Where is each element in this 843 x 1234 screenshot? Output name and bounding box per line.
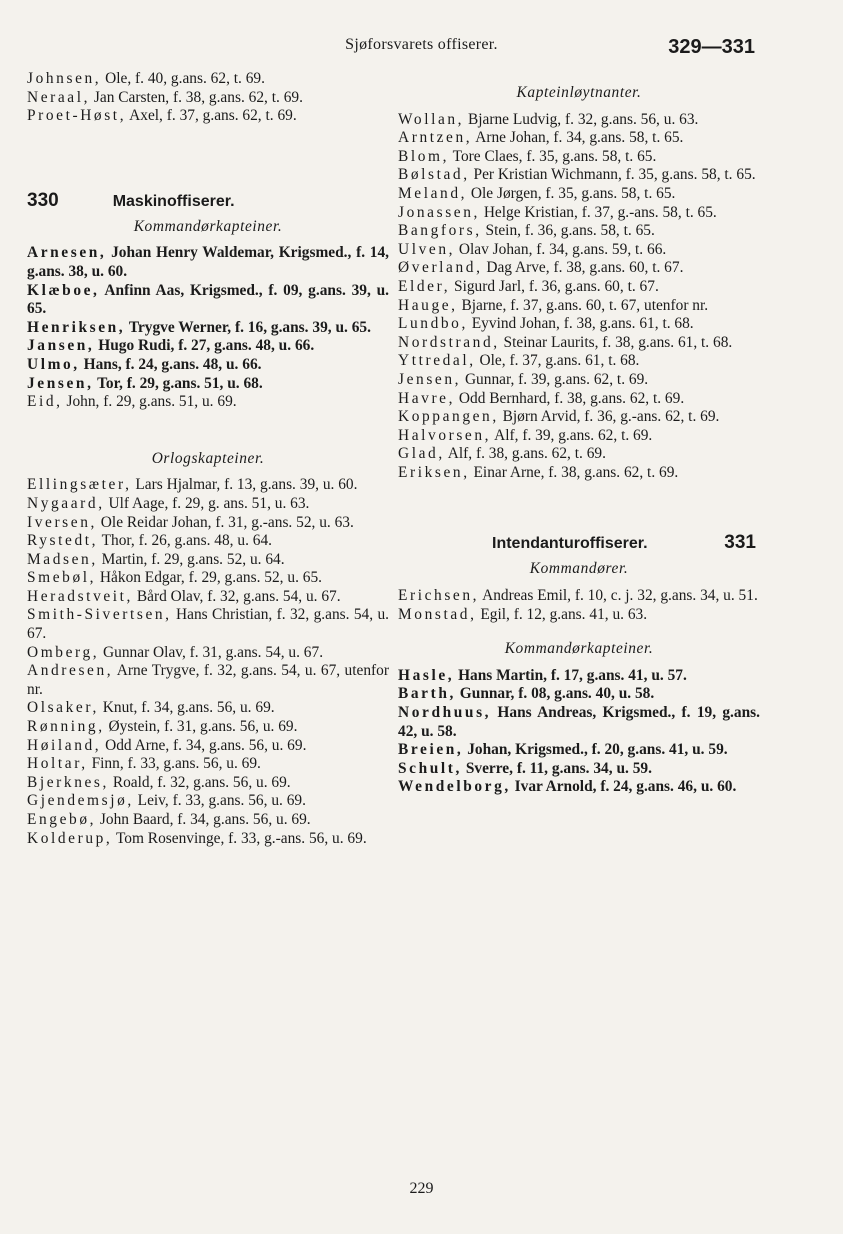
list-item xyxy=(398,352,760,371)
surname: Bangfors, xyxy=(398,222,482,240)
list-item xyxy=(27,89,389,108)
surname: Kolderup, xyxy=(27,829,113,847)
details: Bjarne, f. 37, g.ans. 60, t. 67, utenfor nr. xyxy=(457,296,709,314)
details: Arne Johan, f. 34, g.ans. 58, t. 65. xyxy=(472,129,684,147)
surname: Blom, xyxy=(398,147,450,165)
list-item xyxy=(398,778,760,797)
surname: Andresen, xyxy=(27,662,114,680)
list-item xyxy=(398,606,760,625)
surname: Johnsen, xyxy=(27,70,102,87)
details: Andreas Emil, f. 10, c. j. 32, g.ans. 34, u. 51. xyxy=(479,587,758,605)
surname: Rønning, xyxy=(27,718,105,736)
details: Hugo Rudi, f. 27, g.ans. 48, u. 66. xyxy=(94,337,315,355)
list-item xyxy=(27,319,389,338)
list-item xyxy=(398,241,760,260)
list-item xyxy=(398,166,760,185)
surname: Schult, xyxy=(398,759,462,777)
surname: Erichsen, xyxy=(398,587,480,605)
details: Gunnar, f. 08, g.ans. 40, u. 58. xyxy=(455,685,655,703)
list-item xyxy=(27,244,389,281)
surname: Nygaard, xyxy=(27,494,105,512)
details: Stein, f. 36, g.ans. 58, t. 65. xyxy=(481,222,655,240)
subheading: Kommandørkapteiner. xyxy=(504,640,654,658)
details: Hans Martin, f. 17, g.ans. 41, u. 57. xyxy=(454,666,687,684)
surname: Hauge, xyxy=(398,296,458,314)
list-item xyxy=(27,495,389,514)
list-item xyxy=(27,107,389,126)
surname: Glad, xyxy=(398,445,445,463)
section-heading xyxy=(398,532,760,554)
entry-list xyxy=(398,111,760,483)
list-item xyxy=(398,587,760,606)
entry-list xyxy=(27,70,389,126)
list-item xyxy=(27,699,389,718)
section-title: Intendanturoffiserer. xyxy=(492,535,648,553)
details: Johan Henry Waldemar, Krigsmed., f. 14, g.ans. 38, u. 60. xyxy=(27,244,389,280)
list-item xyxy=(27,662,389,699)
details: Tore Claes, f. 35, g.ans. 58, t. 65. xyxy=(449,147,657,165)
surname: Ulmo, xyxy=(27,355,80,373)
details: Hans, f. 24, g.ans. 48, u. 66. xyxy=(79,355,262,373)
details: Ulf Aage, f. 29, g. ans. 51, u. 63. xyxy=(104,494,310,512)
list-item xyxy=(27,282,389,319)
list-item xyxy=(398,278,760,297)
details: Thor, f. 26, g.ans. 48, u. 64. xyxy=(98,532,273,550)
surname: Jensen, xyxy=(27,374,94,392)
details: Einar Arne, f. 38, g.ans. 62, t. 69. xyxy=(469,463,679,481)
section-number: 331 xyxy=(724,532,756,554)
list-item xyxy=(398,259,760,278)
details: Johan, Krigsmed., f. 20, g.ans. 41, u. 59. xyxy=(463,741,728,759)
section-number: 330 xyxy=(27,189,59,211)
details: Ole, f. 37, g.ans. 61, t. 68. xyxy=(475,352,640,370)
details: Ole Reidar Johan, f. 31, g.-ans. 52, u. 63. xyxy=(96,513,354,531)
details: Gunnar, f. 39, g.ans. 62, t. 69. xyxy=(461,370,649,388)
details: Roald, f. 32, g.ans. 56, u. 69. xyxy=(108,773,291,791)
details: Odd Arne, f. 34, g.ans. 56, u. 69. xyxy=(101,736,307,754)
surname: Arnesen, xyxy=(27,244,107,262)
list-item xyxy=(398,741,760,760)
surname: Klæboe, xyxy=(27,281,100,299)
surname: Breien, xyxy=(398,741,464,759)
surname: Jansen, xyxy=(27,337,95,355)
details: Hans Andreas, Krigsmed., f. 19, g.ans. 42, u. 58. xyxy=(398,704,760,740)
list-item xyxy=(27,375,389,394)
details: Egil, f. 12, g.ans. 41, u. 63. xyxy=(476,605,648,623)
details: Gunnar Olav, f. 31, g.ans. 54, u. 67. xyxy=(99,643,324,661)
details: Alf, f. 38, g.ans. 62, t. 69. xyxy=(444,445,606,463)
list-item xyxy=(27,476,389,495)
details: Håkon Edgar, f. 29, g.ans. 52, u. 65. xyxy=(96,569,323,587)
list-item xyxy=(398,408,760,427)
list-item xyxy=(27,644,389,663)
details: Arne Trygve, f. 32, g.ans. 54, u. 67, utenfor nr. xyxy=(27,662,389,698)
entry-list xyxy=(27,244,389,411)
list-item xyxy=(27,551,389,570)
list-item xyxy=(398,148,760,167)
details: Ivar Arnold, f. 24, g.ans. 46, u. 60. xyxy=(510,778,737,796)
surname: Wendelborg, xyxy=(398,778,511,796)
details: Martin, f. 29, g.ans. 52, u. 64. xyxy=(97,550,285,568)
details: Dag Arve, f. 38, g.ans. 60, t. 67. xyxy=(482,259,684,277)
page-range: 329—331 xyxy=(668,36,755,58)
right-column xyxy=(398,84,760,797)
list-item xyxy=(398,185,760,204)
entry-list xyxy=(398,587,760,624)
entry-list xyxy=(398,667,760,797)
surname: Iversen, xyxy=(27,513,97,531)
surname: Heradstveit, xyxy=(27,587,133,605)
surname: Arntzen, xyxy=(398,129,473,147)
surname: Halvorsen, xyxy=(398,426,492,444)
surname: Barth, xyxy=(398,685,456,703)
list-item xyxy=(27,588,389,607)
details: Lars Hjalmar, f. 13, g.ans. 39, u. 60. xyxy=(131,476,358,494)
details: Sigurd Jarl, f. 36, g.ans. 60, t. 67. xyxy=(450,277,659,295)
list-item xyxy=(398,222,760,241)
surname: Eriksen, xyxy=(398,463,470,481)
details: Helge Kristian, f. 37, g.-ans. 58, t. 65. xyxy=(479,203,717,221)
details: Ole Jørgen, f. 35, g.ans. 58, t. 65. xyxy=(467,184,676,202)
list-item xyxy=(398,371,760,390)
surname: Yttredal, xyxy=(398,352,476,370)
details: Odd Bernhard, f. 38, g.ans. 62, t. 69. xyxy=(455,389,685,407)
details: Knut, f. 34, g.ans. 56, u. 69. xyxy=(98,699,275,717)
list-item xyxy=(398,427,760,446)
surname: Nordhuus, xyxy=(398,704,492,722)
surname: Proet-Høst, xyxy=(27,107,127,125)
list-item xyxy=(27,755,389,774)
list-item xyxy=(398,334,760,353)
subheading: Kapteinløytnanter. xyxy=(516,84,642,101)
list-item xyxy=(398,111,760,130)
details: Steinar Laurits, f. 38, g.ans. 61, t. 68. xyxy=(499,333,733,351)
surname: Henriksen, xyxy=(27,318,126,336)
list-item xyxy=(27,830,389,849)
details: John Baard, f. 34, g.ans. 56, u. 69. xyxy=(96,811,311,828)
surname: Rystedt, xyxy=(27,532,99,550)
details: John, f. 29, g.ans. 51, u. 69. xyxy=(62,393,237,411)
list-item xyxy=(27,811,389,830)
list-item xyxy=(27,774,389,793)
list-item xyxy=(27,532,389,551)
surname: Gjendemsjø, xyxy=(27,792,134,810)
list-item xyxy=(398,685,760,704)
details: Tor, f. 29, g.ans. 51, u. 68. xyxy=(93,374,263,392)
details: Eyvind Johan, f. 38, g.ans. 61, t. 68. xyxy=(467,315,694,333)
details: Bjarne Ludvig, f. 32, g.ans. 56, u. 63. xyxy=(464,110,699,128)
list-item xyxy=(398,704,760,741)
details: Ole, f. 40, g.ans. 62, t. 69. xyxy=(101,70,265,87)
surname: Lundbo, xyxy=(398,315,468,333)
subheading: Kommandører. xyxy=(529,560,629,578)
subheading: Orlogskapteiner. xyxy=(151,449,265,467)
details: Øystein, f. 31, g.ans. 56, u. 69. xyxy=(104,718,298,736)
list-item xyxy=(398,760,760,779)
running-title: Sjøforsvarets offiserer. xyxy=(345,36,498,53)
surname: Nordstrand, xyxy=(398,333,500,351)
list-item xyxy=(398,297,760,316)
surname: Hasle, xyxy=(398,666,455,684)
surname: Smebøl, xyxy=(27,569,97,587)
details: Per Kristian Wichmann, f. 35, g.ans. 58, t. 65. xyxy=(469,166,756,184)
details: Leiv, f. 33, g.ans. 56, u. 69. xyxy=(133,792,306,810)
list-item xyxy=(27,737,389,756)
list-item xyxy=(398,464,760,483)
details: Jan Carsten, f. 38, g.ans. 62, t. 69. xyxy=(90,88,303,106)
details: Anfinn Aas, Krigsmed., f. 09, g.ans. 39, u. 65. xyxy=(27,281,389,318)
list-item xyxy=(27,569,389,588)
subheading: Kommandørkapteiner. xyxy=(133,217,283,235)
surname: Øverland, xyxy=(398,259,483,277)
left-column xyxy=(27,70,389,848)
list-item xyxy=(27,70,389,89)
surname: Neraal, xyxy=(27,88,91,106)
list-item xyxy=(398,315,760,334)
surname: Jonassen, xyxy=(398,203,480,221)
list-item xyxy=(27,337,389,356)
list-item xyxy=(398,129,760,148)
surname: Bjerknes, xyxy=(27,773,109,791)
list-item xyxy=(27,718,389,737)
surname: Elder, xyxy=(398,277,451,295)
surname: Omberg, xyxy=(27,643,100,661)
details: Axel, f. 37, g.ans. 62, t. 69. xyxy=(126,107,297,125)
surname: Ulven, xyxy=(398,240,456,258)
surname: Bølstad, xyxy=(398,166,470,184)
surname: Engebø, xyxy=(27,811,97,828)
surname: Smith-Sivertsen, xyxy=(27,606,172,624)
list-item xyxy=(398,204,760,223)
surname: Ellingsæter, xyxy=(27,476,132,494)
surname: Wollan, xyxy=(398,110,465,128)
surname: Jensen, xyxy=(398,370,462,388)
surname: Monstad, xyxy=(398,605,477,623)
details: Finn, f. 33, g.ans. 56, u. 69. xyxy=(87,755,261,773)
details: Bjørn Arvid, f. 36, g.-ans. 62, t. 69. xyxy=(498,408,720,426)
surname: Olsaker, xyxy=(27,699,99,717)
details: Hans Christian, f. 32, g.ans. 54, u. 67. xyxy=(27,606,389,643)
surname: Holtar, xyxy=(27,755,88,773)
page-number: 229 xyxy=(409,1180,434,1197)
section-title: Maskinoffiserer. xyxy=(112,192,235,210)
list-item xyxy=(27,792,389,811)
list-item xyxy=(398,390,760,409)
surname: Havre, xyxy=(398,389,456,407)
list-item xyxy=(27,606,389,643)
section-heading xyxy=(27,190,389,212)
surname: Koppangen, xyxy=(398,408,499,426)
list-item xyxy=(27,514,389,533)
details: Bård Olav, f. 32, g.ans. 54, u. 67. xyxy=(133,587,341,605)
details: Sverre, f. 11, g.ans. 34, u. 59. xyxy=(461,759,652,777)
list-item xyxy=(27,356,389,375)
details: Olav Johan, f. 34, g.ans. 59, t. 66. xyxy=(455,240,667,258)
details: Tom Rosenvinge, f. 33, g.-ans. 56, u. 69. xyxy=(112,829,367,847)
list-item xyxy=(27,393,389,412)
details: Alf, f. 39, g.ans. 62, t. 69. xyxy=(491,426,653,444)
details: Trygve Werner, f. 16, g.ans. 39, u. 65. xyxy=(125,318,371,336)
entry-list xyxy=(27,476,389,848)
list-item xyxy=(398,667,760,686)
list-item xyxy=(398,445,760,464)
surname: Eid, xyxy=(27,393,63,411)
surname: Meland, xyxy=(398,184,468,202)
surname: Høiland, xyxy=(27,736,102,754)
surname: Madsen, xyxy=(27,550,98,568)
